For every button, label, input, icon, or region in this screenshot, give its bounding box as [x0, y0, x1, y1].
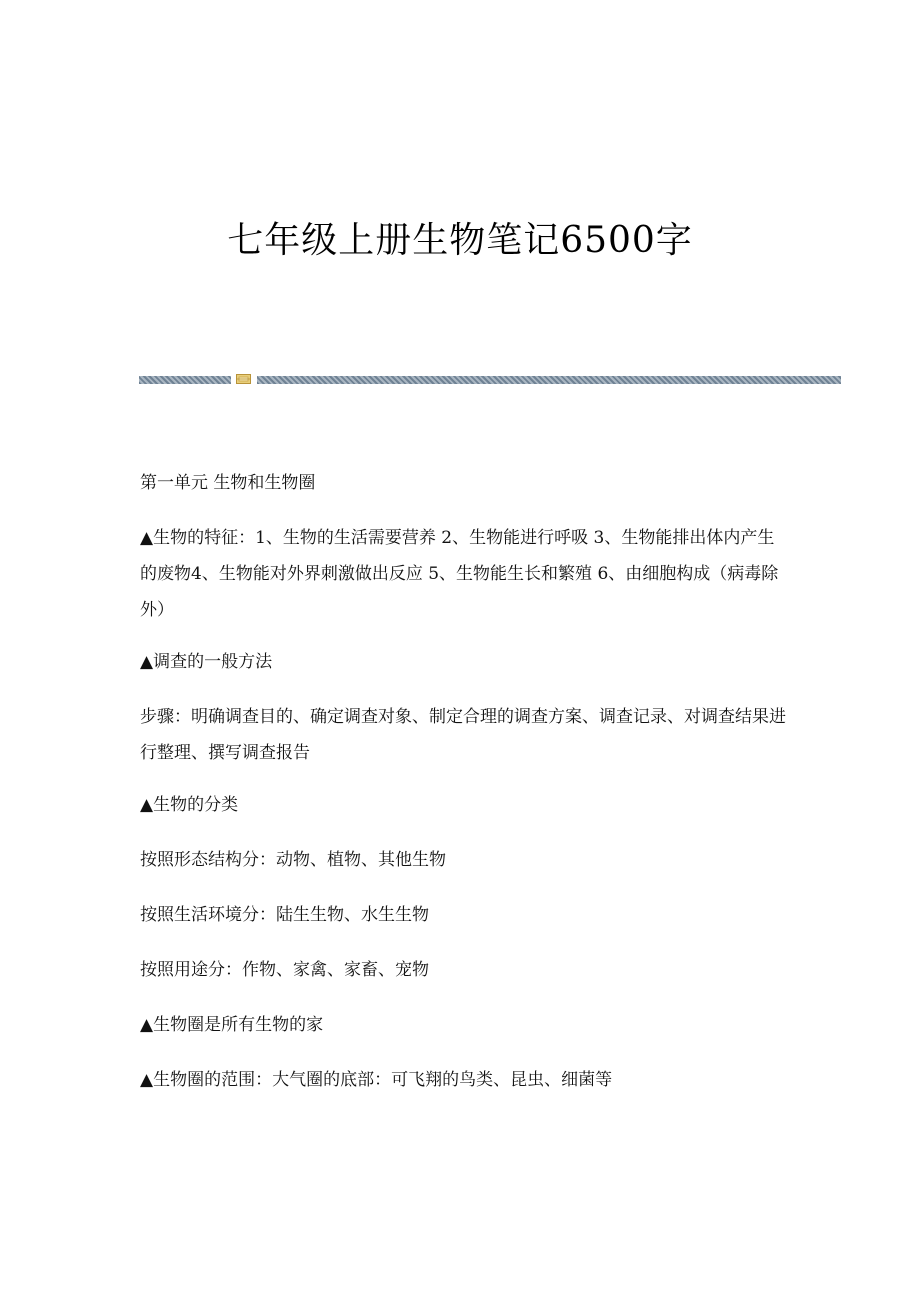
- paragraph-biosphere-range: ▲生物圈的范围：大气圈的底部：可飞翔的鸟类、昆虫、细菌等: [140, 1070, 613, 1090]
- heading-classification: ▲生物的分类: [140, 795, 239, 815]
- title-divider: [139, 371, 841, 387]
- paragraph-characteristics: ▲生物的特征：1、生物的生活需要营养 2、生物能进行呼吸 3、生物能排出体内产生的废物4、生物能对外界刺激做出反应 5、生物能生长和繁殖 6、由细胞构成（病毒除外）: [140, 528, 779, 620]
- divider-rule-right: [257, 376, 841, 384]
- heading-biosphere-home: ▲生物圈是所有生物的家: [140, 1015, 324, 1035]
- paragraph-by-structure: 按照形态结构分：动物、植物、其他生物: [140, 850, 446, 870]
- page-title: 七年级上册生物笔记6500字: [227, 220, 693, 261]
- unit-heading: 第一单元 生物和生物圈: [140, 473, 316, 493]
- paragraph-by-use: 按照用途分：作物、家禽、家畜、宠物: [140, 960, 429, 980]
- divider-rule-left: [139, 376, 231, 384]
- paragraph-by-environment: 按照生活环境分：陆生生物、水生生物: [140, 905, 429, 925]
- heading-survey-method: ▲调查的一般方法: [140, 652, 273, 672]
- document-body: [140, 468, 790, 1120]
- paragraph-survey-steps: 步骤：明确调查目的、确定调查对象、制定合理的调查方案、调查记录、对调查结果进行整理、撰写调查报告: [140, 707, 786, 763]
- ornament-icon: [236, 372, 251, 386]
